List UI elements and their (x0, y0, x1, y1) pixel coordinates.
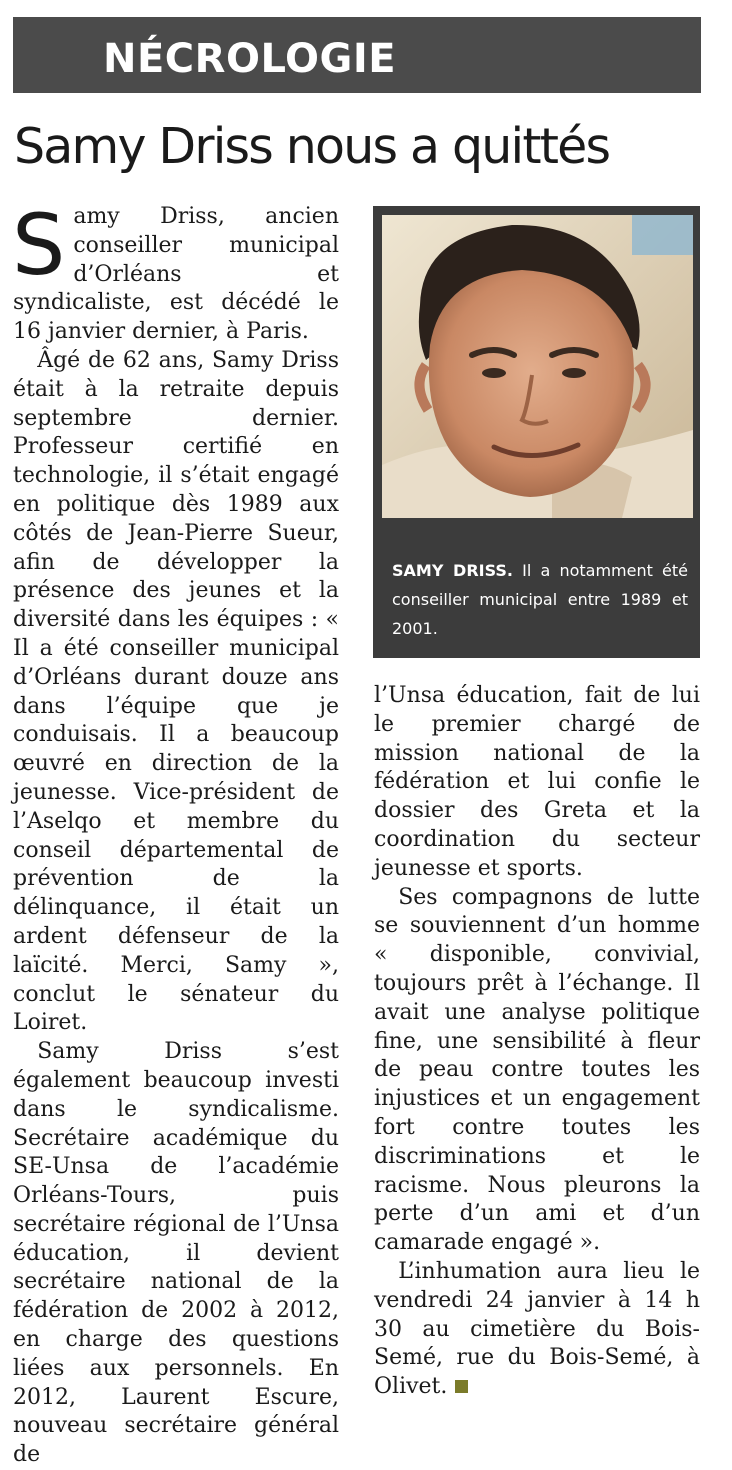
article-paragraph: Âgé de 62 ans, Samy Driss était à la retraite depuis septembre dernier. Professeur certifié en technologie, il s’était engagé en politique dès 1989 aux côtés de Jean-Pierre Sueur, afin de développer la présence des jeunes et la diversité dans les équipes : « Il a été conseiller municipal d’Orléans durant douze ans dans l’équipe que je conduisais. Il a beaucoup œuvré en direction de la jeunesse. Vice-président de l’Aselqo et membre du conseil départemental de prévention de la délinquance, il était un ardent défenseur de la laïcité. Merci, Samy », conclut le sénateur du Loiret. (13, 347, 339, 1036)
article-paragraph (374, 1258, 700, 1402)
section-title: NÉCROLOGIE (103, 36, 397, 82)
article-paragraph: Ses compagnons de lutte se souviennent d’un homme « disponible, convivial, toujours prêt à l’échange. Il avait une analyse politique fine, une sensibilité à fleur de peau contre toutes les injustices et un engagement fort contre toutes les discriminations et le racisme. Nous pleurons la perte d’un ami et d’un camarade engagé ». (374, 884, 700, 1256)
caption-text: Il a notamment été conseiller municipal entre 1989 et 2001. (392, 561, 688, 638)
article-paragraph: Samy Driss s’est également beaucoup investi dans le syndicalisme. Secrétaire académique du SE-Unsa de l’académie Orléans-Tours, puis secrétaire régional de l’Unsa éducation, il devient secrétaire national de la fédération de 2002 à 2012, en charge des questions liées aux personnels. En 2012, Laurent Escure, nouveau secrétaire général de (13, 1039, 339, 1468)
end-of-article-square-icon (455, 1380, 468, 1393)
drop-cap: S (12, 196, 66, 294)
article-paragraph (12, 196, 339, 347)
portrait-photo (382, 215, 693, 518)
section-header-bar (13, 17, 701, 93)
portrait-illustration (382, 215, 693, 518)
article-column-right (374, 682, 700, 1402)
lead-text: amy Driss, ancien conseiller municipal d’Orléans et syndicaliste, est décédé le 16 janvier dernier, à Paris. (13, 204, 339, 345)
caption-name: SAMY DRISS. (392, 561, 514, 580)
closing-text: L’inhumation aura lieu le vendredi 24 janvier à 14 h 30 au cimetière du Bois-Semé, rue du Bois-Semé, à Olivet. (374, 1258, 700, 1400)
article-headline: Samy Driss nous a quittés (14, 118, 610, 175)
photo-block (373, 206, 700, 658)
article-column-left (12, 196, 339, 1470)
photo-caption (392, 556, 688, 643)
article-paragraph: l’Unsa éducation, fait de lui le premier chargé de mission national de la fédération et lui confie le dossier des Greta et la coordination du secteur jeunesse et sports. (374, 683, 700, 881)
